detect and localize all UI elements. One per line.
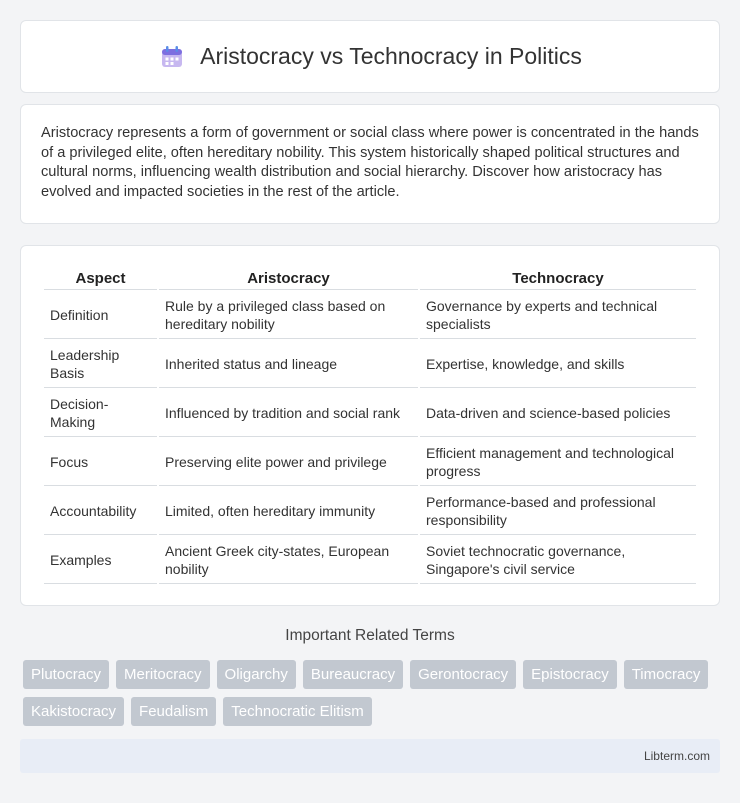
cell-aristocracy: Preserving elite power and privilege — [159, 438, 418, 486]
cell-aristocracy: Rule by a privileged class based on hereditary nobility — [159, 291, 418, 339]
intro-card — [20, 104, 720, 224]
comparison-table — [42, 266, 698, 585]
cell-technocracy: Soviet technocratic governance, Singapore's civil service — [420, 536, 696, 584]
term-tag-oligarchy[interactable]: Oligarchy — [217, 660, 296, 689]
table-row — [44, 340, 696, 388]
term-tag-bureaucracy[interactable]: Bureaucracy — [303, 660, 403, 689]
cell-aspect: Focus — [44, 438, 157, 486]
cell-aristocracy: Ancient Greek city-states, European nobility — [159, 536, 418, 584]
cell-technocracy: Efficient management and technological progress — [420, 438, 696, 486]
header-aristocracy: Aristocracy — [159, 267, 418, 290]
cell-aspect: Examples — [44, 536, 157, 584]
cell-technocracy: Expertise, knowledge, and skills — [420, 340, 696, 388]
table-row — [44, 389, 696, 437]
cell-aristocracy: Influenced by tradition and social rank — [159, 389, 418, 437]
table-row — [44, 438, 696, 486]
term-tag-feudalism[interactable]: Feudalism — [131, 697, 216, 726]
comparison-card — [20, 245, 720, 606]
related-terms-list — [20, 660, 720, 726]
cell-technocracy: Data-driven and science-based policies — [420, 389, 696, 437]
term-tag-kakistocracy[interactable]: Kakistocracy — [23, 697, 124, 726]
header-technocracy: Technocracy — [420, 267, 696, 290]
header-aspect: Aspect — [44, 267, 157, 290]
intro-text: Aristocracy represents a form of government or social class where power is concentrated in the hands of a privileged elite, often hereditary nobility. This system historically shaped political structures and cultural norms, influencing wealth distribution and social hierarchy. Discover how aristocracy has evolved and impacted societies in the rest of the article. — [41, 125, 699, 200]
cell-aspect: Definition — [44, 291, 157, 339]
term-tag-meritocracy[interactable]: Meritocracy — [116, 660, 210, 689]
calendar-icon — [158, 43, 186, 71]
page-title: Aristocracy vs Technocracy in Politics — [200, 43, 582, 69]
term-tag-gerontocracy[interactable]: Gerontocracy — [410, 660, 516, 689]
table-header-row — [44, 267, 696, 290]
footer — [20, 739, 720, 773]
cell-aspect: Leadership Basis — [44, 340, 157, 388]
cell-technocracy: Performance-based and professional responsibility — [420, 487, 696, 535]
term-tag-plutocracy[interactable]: Plutocracy — [23, 660, 109, 689]
footer-site-link[interactable]: Libterm.com — [643, 749, 710, 763]
title-card — [20, 20, 720, 93]
related-terms-title: Important Related Terms — [285, 627, 455, 644]
cell-aristocracy: Inherited status and lineage — [159, 340, 418, 388]
term-tag-timocracy[interactable]: Timocracy — [624, 660, 709, 689]
table-row — [44, 487, 696, 535]
table-row — [44, 291, 696, 339]
cell-aristocracy: Limited, often hereditary immunity — [159, 487, 418, 535]
cell-technocracy: Governance by experts and technical specialists — [420, 291, 696, 339]
cell-aspect: Accountability — [44, 487, 157, 535]
table-row — [44, 536, 696, 584]
term-tag-technocratic-elitism[interactable]: Technocratic Elitism — [223, 697, 372, 726]
cell-aspect: Decision-Making — [44, 389, 157, 437]
term-tag-epistocracy[interactable]: Epistocracy — [523, 660, 617, 689]
